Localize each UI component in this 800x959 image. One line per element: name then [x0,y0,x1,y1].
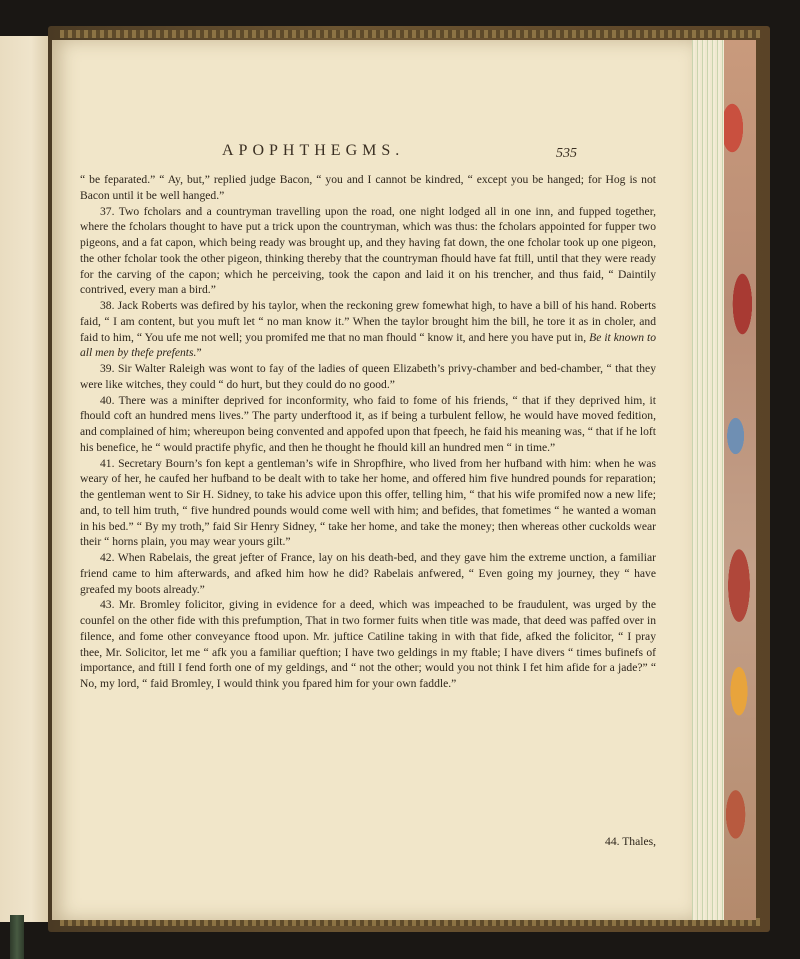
paragraph-36-continuation: “ be feparated.” “ Ay, but,” replied judge Bacon, “ you and I cannot be kindred, “ except you be hanged; for Hog is not Bacon until it be well hanged.” [80,173,656,202]
paragraph-40: 40. There was a minifter deprived for inconformity, who faid to fome of his friends, “ that if they deprived him, it fhould coft an hundred mens lives.” The party underftood it, as if being a turbulent fellow, he would have moved fedition, and complained of him; whereupon being convented and appofed upon that fpeech, he faid his meaning was, “ that if he loft his benefice, he “ would practife phyfic, and then he thought he fhould kill an hundred men “ in time.” [80,393,656,454]
page-edges [690,40,724,920]
bookmark-ribbon [10,915,24,959]
page-number: 535 [556,146,577,161]
paragraph-43: 43. Mr. Bromley folicitor, giving in evidence for a deed, which was impeached to be fraudulent, was urged by the counfel on the other fide with this prefumption, That in two former fuits when title was made, that deed was paffed over in filence, and fome other conveyance ftood upon. Mr. juftice Catiline taking in with that fide, afked the folicitor, “ I pray thee, Mr. Solicitor, let me “ afk you a familiar queftion; I have two geldings in my ftable; I have divers “ times bufinefs of importance, and ftill I fend forth one of my geldings, and “ not the other; would you not think I fet him afide for a jade?” “ No, my lord, “ faid Bromley, I would think you fpared him for your own faddle.” [80,598,656,690]
cover-tooling-top [60,30,760,38]
marbled-endpaper [722,40,756,920]
closing-quote: ” [196,346,202,360]
paragraph-41: 41. Secretary Bourn’s fon kept a gentleman’s wife in Shropfhire, who lived from her hufband with him: when he was weary of her, he caufed her hufband to be dealt with to take her home, and offered him five hundred pounds for reparation; the gentleman went to Sir H. Sidney, to take his advice upon this offer, telling him, “ that his wife promifed now a new life; and, to tell him truth, “ five hundred pounds would come well with him; and befides, that fometimes “ he wanted a woman in his bed.” “ By my troth,” faid Sir Henry Sidney, “ take her home, and take the money; then whereas other cuckolds wear their “ horns plain, you may wear yours gilt.” [80,456,656,549]
paragraph-39: 39. Sir Walter Raleigh was wont to fay of the ladies of queen Elizabeth’s privy-chamber and bed-chamber, “ that they were like witches, they could “ do hurt, but they could do no good.” [80,362,656,391]
paragraph-37: 37. Two fcholars and a countryman travelling upon the road, one night lodged all in one inn, and fupped together, where the fcholars thought to have put a trick upon the countryman, which was thus: the fcholars appointed for fupper two pigeons, and a fat capon, which being ready was brought up, and they having fat down, the one fcholar took up one pigeon, the other fcholar took the other pigeon, thinking thereby that the countryman fhould have fat ftill, until that they were ready for the carving of the capon; which he perceiving, took the capon and laid it on his trencher, and thus faid, “ Daintily contrived, every man a bird.” [80,204,656,297]
paragraph-38 [80,298,656,361]
italic-phrase: Be it known to all men by thefe prefents. [80,330,656,360]
paragraph-42: 42. When Rabelais, the great jefter of France, lay on his death-bed, and they gave him the extreme unction, a familiar friend came to him afterwards, and afked him how he did? Rabelais anfwered, “ Even going my journey, they “ have greafed my boots already.” [80,551,656,596]
body-text [80,172,656,692]
catchword: 44. Thales, [605,835,656,848]
facing-page-edge [0,36,53,922]
paragraph-38-text: 38. Jack Roberts was defired by his taylor, when the reckoning grew fomewhat high, to have a bill of his hand. Roberts faid, “ I am content, but you muft let “ no man know it.” When the taylor brought him the bill, he tore it as in choler, and faid to him, “ You ufe me not well; you promifed me that no man fhould “ know it, and here you have put in, [80,299,656,344]
running-head: APOPHTHEGMS. [222,142,405,159]
